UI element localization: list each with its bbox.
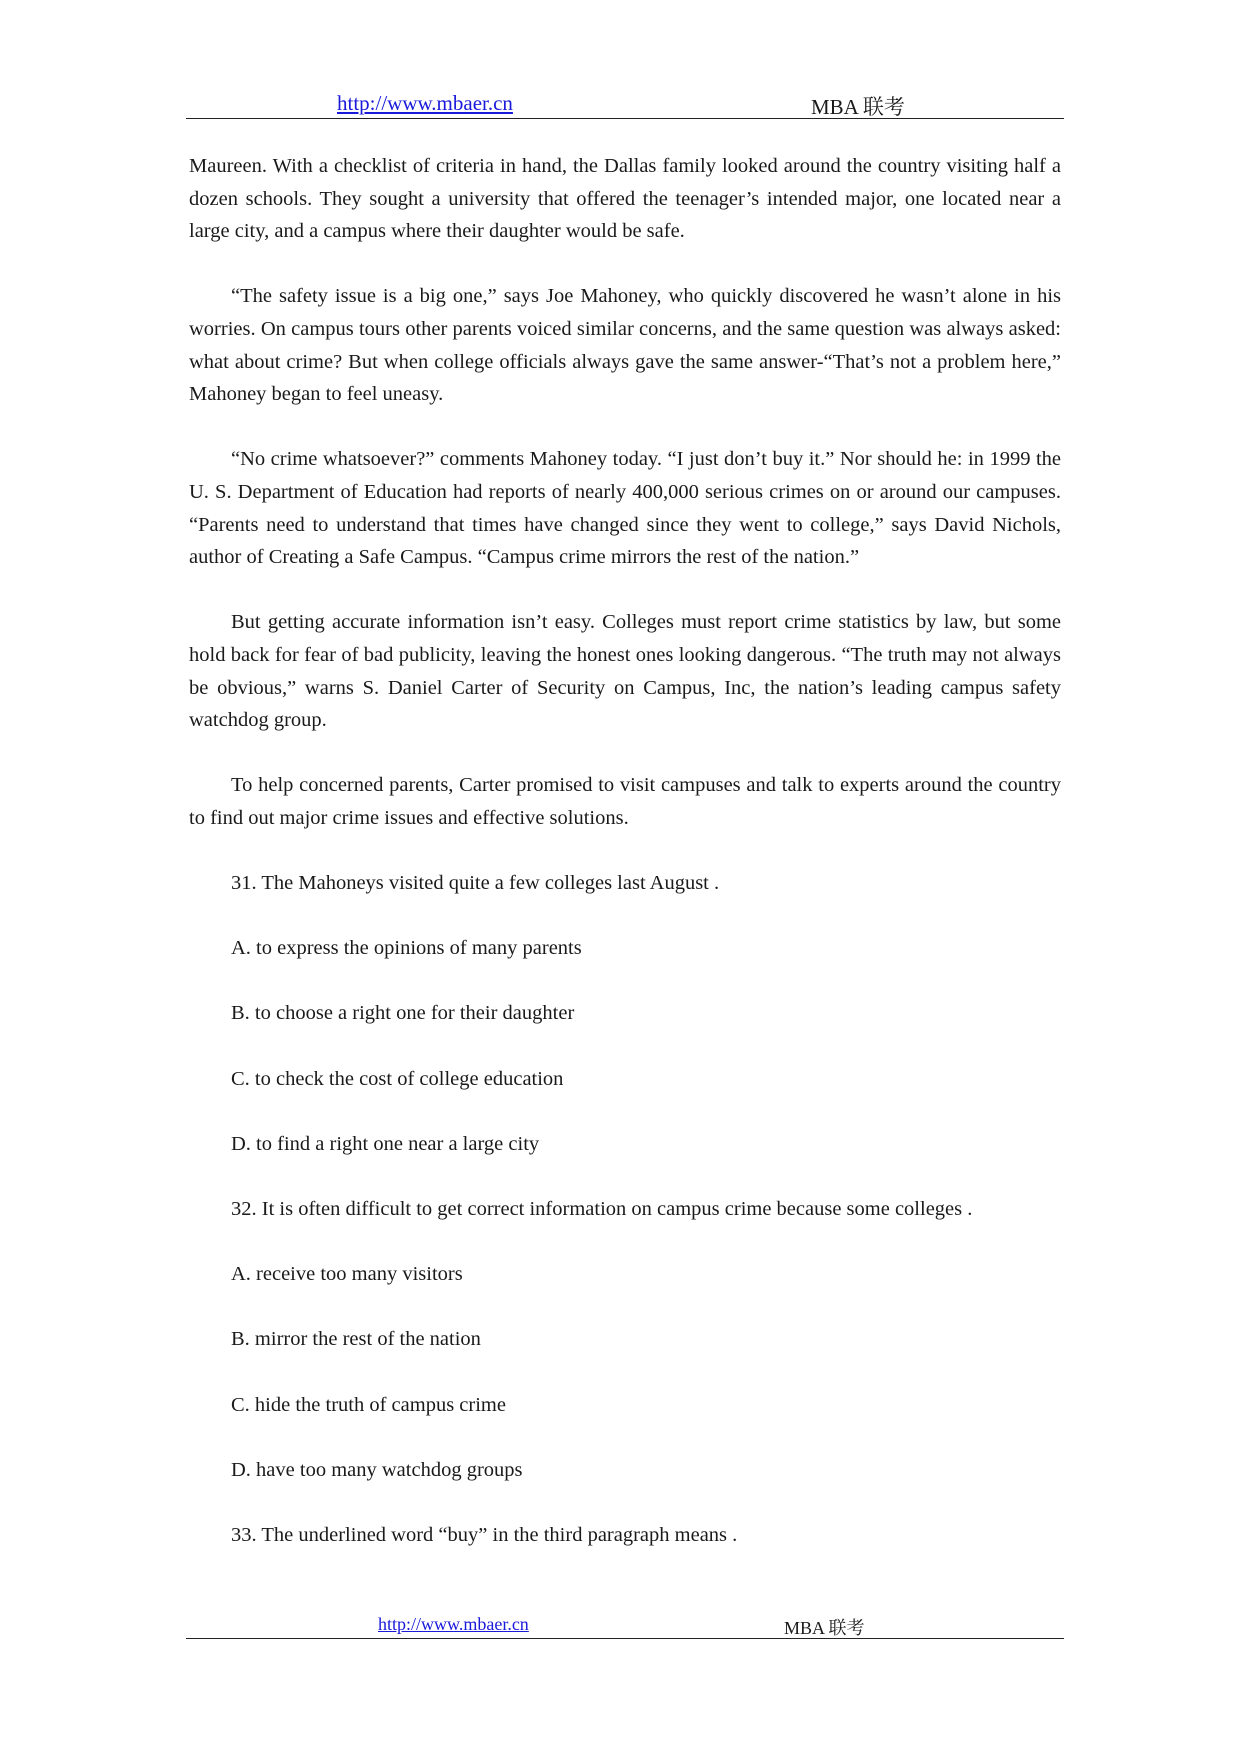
footer-brand: MBA 联考 [784,1618,865,1638]
option-31a: A. to express the opinions of many parents [231,937,582,960]
option-32c: C. hide the truth of campus crime [231,1393,506,1416]
option-32d: D. have too many watchdog groups [231,1458,523,1481]
question-31: 31. The Mahoneys visited quite a few colleges last August . [231,872,720,895]
page-header [186,88,1064,119]
paragraph-5: To help concerned parents, Carter promised to visit campuses and talk to experts around the country to find out major crime issues and effective solutions. [189,774,1061,829]
paragraph-1: Maureen. With a checklist of criteria in hand, the Dallas family looked around the country visiting half a dozen schools. They sought a university that offered the teenager’s intended major, one located near a large city, and a campus where their daughter would be safe. [189,155,1061,243]
header-link[interactable]: http://www.mbaer.cn [337,91,513,115]
paragraph-4: But getting accurate information isn’t easy. Colleges must report crime statistics by law, but some hold back for fear of bad publicity, leaving the honest ones looking dangerous. “The truth may not always be obvious,” warns S. Daniel Carter of Security on Campus, Inc, the nation’s leading campus safety watchdog group. [189,611,1061,732]
question-32: 32. It is often difficult to get correct information on campus crime because some colleges . [231,1198,973,1220]
paragraph-2: “The safety issue is a big one,” says Joe Mahoney, who quickly discovered he wasn’t alone in his worries. On campus tours other parents voiced similar concerns, and the same question was always asked: what about crime? But when college officials always gave the same answer-“That’s not a problem here,” Mahoney began to feel uneasy. [189,285,1061,406]
question-33: 33. The underlined word “buy” in the third paragraph means . [231,1523,738,1546]
option-31c: C. to check the cost of college education [231,1067,564,1090]
option-32b: B. mirror the rest of the nation [231,1328,481,1351]
option-31b: B. to choose a right one for their daughter [231,1002,575,1025]
footer-link[interactable]: http://www.mbaer.cn [378,1614,529,1634]
option-31d: D. to find a right one near a large city [231,1132,540,1155]
option-32a: A. receive too many visitors [231,1263,463,1286]
page-footer [186,1608,1064,1639]
header-brand: MBA 联考 [811,95,905,119]
paragraph-3: “No crime whatsoever?” comments Mahoney today. “I just don’t buy it.” Nor should he: in 1999 the U. S. Department of Education had reports of nearly 400,000 serious crimes on or around our campuses. “Parents need to understand that times have changed since they went to college,” says David Nichols, author of Creating a Safe Campus. “Campus crime mirrors the rest of the nation.” [189,448,1061,569]
document-body [189,150,1061,1584]
